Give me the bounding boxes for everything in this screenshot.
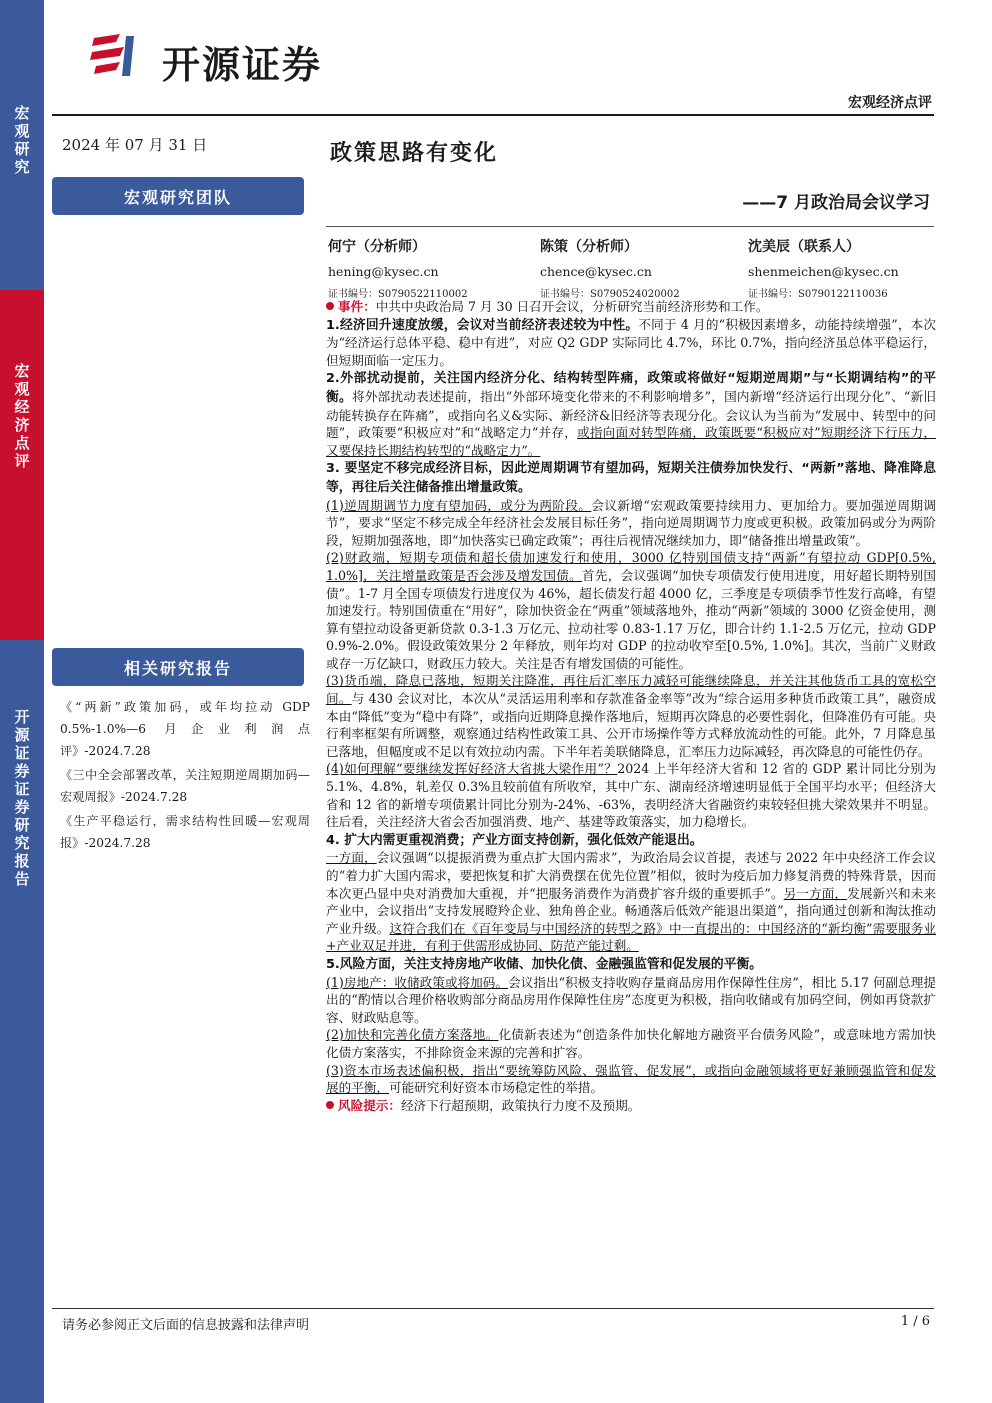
analyst-cert: 证书编号：S0790122110036 (748, 289, 888, 300)
analyst-cert: 证书编号：S0790522110002 (328, 289, 468, 300)
section-4 (326, 831, 936, 850)
analyst-card (328, 236, 538, 300)
section-2-heading: 2.外部扰动提前，关注国内经济分化、结构转型阵痛，政策或将做好“短期逆周期”与“长期调结构”的平衡。 (326, 371, 936, 405)
brand-logo-icon (90, 30, 150, 80)
section-4-paragraph (326, 849, 936, 955)
brand-name: 开源证券 (162, 43, 323, 87)
risk-label: 风险提示： (338, 1097, 401, 1113)
related-report-item[interactable]: 《“两新”政策加码，或年均拉动 GDP 0.5%-1.0%—6 月企业利润点评》-2024.7.28 (60, 700, 310, 758)
point-heading: 一方面， (326, 850, 377, 866)
report-body (326, 298, 936, 1114)
section-4-heading: 4. 扩大内需更重视消费；产业方面支持创新，强化低效产能退出。 (326, 832, 703, 848)
analyst-email[interactable]: shenmeichen@kysec.cn (748, 264, 899, 279)
section-1-heading: 1.经济回升速度放缓，会议对当前经济表述较为中性。 (326, 317, 639, 333)
bullet-icon (326, 1101, 334, 1109)
section-3 (326, 459, 936, 496)
point-heading: (2)财政端，短期专项债和超长债加速发行和使用，3000 亿特别国债支持“两新”有望拉动 GDP[0.5%, 1.0%]，关注增量政策是否会涉及增发国债。 (326, 550, 936, 583)
risk-paragraph (326, 1097, 936, 1115)
bullet-icon (326, 302, 334, 310)
point-text: 首先，会议强调“加快专项债发行使用进度，用好超长期特别国债”。1-7 月全国专项债发行进度仅为 46%，超长债发行超 4000 亿，三季度是专项债季节性发行高峰，有望加速发行。特别国债重在“用好”，除加快资金在“两重”领域落地外，推动“两新”领域的 3000 亿资金使用，测算有望拉动设备更新贷款 0.3-1.3 万亿元、拉动社零 0.83-1.17 万亿，即合计约 1.1-2.5 万亿元，拉动 GDP 0.9%-2.0%。假设政策效果分 2 年释放，则年均对 GDP 的拉动收窄至[0.5%, 1.0%]。其次，当前广义财政或存一万亿缺口，财政压力较大。关注是否有增发国债的可能性。 (326, 567, 936, 671)
section-2-text: 将外部扰动表述提前，指出“外部环境变化带来的不利影响增多”，国内新增“经济运行出现分化”、“新旧动能转换存在阵痛”，或指向名义&实际、新经济&旧经济等表现分化。会议认为当前为“发展中、转型中的问题”，政策要“积极应对”和“战略定力”并存， (326, 388, 936, 441)
point-text: 会议强调“以提振消费为重点扩大国内需求”，为政治局会议首提，表述与 2022 年中央经济工作会议的“着力扩大国内需求，要把恢复和扩大消费摆在优先位置”相似，彼时为疫后加力修复消费的特殊背景，因而本次更凸显中央对消费加大重视，并“把服务消费作为消费扩容升级的重要抓手”。 (326, 850, 936, 901)
section-2 (326, 369, 936, 459)
point-text: 会议指出“积极支持收购存量商品房用作保障性住房”，相比 5.17 何副总理提出的“酌情以合理价格收购部分商品房用作保障性住房”态度更为积极，指向收储或有加码空间，例如再贷款扩容、财政贴息等。 (326, 974, 936, 1025)
related-reports-label-box: 相关研究报告 (52, 648, 304, 686)
section-1-text: 不同于 4 月的“积极因素增多，动能持续增强”，本次为“经济运行总体平稳、稳中有进”，对应 Q2 GDP 实际同比 4.7%，环比 0.7%，指向经济虽总体平稳运行，但短期面临一定压力。 (326, 316, 936, 368)
side-label-macro-research: 宏观研究 (14, 104, 30, 176)
footer-divider (52, 1308, 934, 1309)
side-bar (0, 0, 44, 1403)
side-label-macro-commentary: 宏观经济点评 (14, 362, 30, 470)
point-text: 与 430 会议对比，本次从“灵活运用利率和存款准备金率等”改为“综合运用多种货币政策工具”，融资成本由“降低”变为“稳中有降”，或指向近期降息操作落地后，短期再次降息的必要性弱化，但降准仍有可能。央行利率框架有所调整，观察通过结构性政策工具、公开市场操作等方式释放流动性的可能。此外，7 月降息虽已落地，但幅度或不足以有效拉动内需。下半年若美联储降息，汇率压力边际减轻，再次降息的可能性仍存。 (326, 691, 936, 759)
header-divider (52, 114, 934, 116)
report-subtitle: ——7 月政治局会议学习 (742, 193, 930, 213)
team-label-box: 宏观研究团队 (52, 177, 304, 215)
analyst-name: 陈策（分析师） (540, 239, 638, 255)
section-5 (326, 955, 936, 974)
point-text: 可能研究利好资本市场稳定性的举措。 (388, 1080, 604, 1096)
analyst-email[interactable]: chence@kysec.cn (540, 264, 652, 279)
report-date: 2024 年 07 月 31 日 (62, 136, 208, 154)
point-heading: (3)货币端，降息已落地，短期关注降准，再往后汇率压力减轻可能继续降息，并关注其他货币工具的宽松空间。 (326, 673, 936, 707)
related-reports-list (60, 696, 310, 856)
point-text: 发展新兴和未来产业中，会议指出“支持发展瞪羚企业、独角兽企业。畅通落后低效产能退出渠道”，指向通过创新和淘汰推动产业升级。 (326, 885, 936, 936)
point-heading: (3)资本市场表述偏积极，指出“要统筹防风险、强监管、促发展”，或指向金融领域将更好兼顾强监管和促发展的平衡， (326, 1062, 936, 1096)
section-3-point-3 (326, 672, 936, 760)
section-5-point-2 (326, 1026, 936, 1061)
point-heading: (2)加快和完善化债方案落地。 (326, 1027, 499, 1043)
side-label-securities-report: 开源证券 证券研究报告 (14, 708, 30, 888)
point-underlined: 这符合我们在《百年变局与中国经济的转型之路》中一直提出的：中国经济的“新均衡”需要服务业+产业双足并进，有利于供需形成协同、防范产能过剩。 (326, 920, 936, 954)
section-3-point-4 (326, 760, 936, 830)
related-report-item[interactable]: 《三中全会部署改革，关注短期逆周期加码—宏观周报》-2024.7.28 (60, 768, 310, 804)
section-2-underlined: 或指向面对转型阵痛，政策既要“积极应对”短期经济下行压力，又要保持长期结构转型的“战略定力”。 (326, 425, 936, 458)
analyst-name: 沈美辰（联系人） (748, 239, 860, 255)
analyst-card (748, 236, 958, 300)
section-3-point-2 (326, 549, 936, 672)
header-category: 宏观经济点评 (848, 95, 932, 111)
point-heading: 另一方面， (783, 885, 848, 901)
point-heading: (1)逆周期调节力度有望加码，或分为两阶段。 (326, 497, 592, 513)
brand-logo (90, 30, 390, 87)
analyst-cert: 证书编号：S0790524020002 (540, 289, 680, 300)
analyst-card (540, 236, 750, 300)
report-title: 政策思路有变化 (330, 141, 499, 166)
analyst-name: 何宁（分析师） (328, 239, 426, 255)
section-5-point-1 (326, 974, 936, 1027)
analyst-email[interactable]: hening@kysec.cn (328, 264, 439, 279)
point-text: 化债新表述为“创造条件加快化解地方融资平台债务风险”，或意味地方需加快化债方案落实，不排除资金来源的完善和扩容。 (326, 1027, 936, 1060)
section-5-point-3 (326, 1062, 936, 1097)
section-1 (326, 316, 936, 370)
section-5-heading: 5.风险方面，关注支持房地产收储、加快化债、金融强监管和促发展的平衡。 (326, 956, 763, 972)
point-text: 会议新增“宏观政策要持续用力、更加给力。要加强逆周期调节”，要求“坚定不移完成全年经济社会发展目标任务”，指向逆周期调节力度或更积极。政策加码或分为两阶段，短期加强落地，即“加快落实已确定政策”；再往后视情况继续加力，即“储备推出增量政策”。 (326, 497, 936, 548)
event-label: 事件： (338, 299, 376, 314)
section-3-point-1 (326, 497, 936, 550)
event-text: 中共中央政治局 7 月 30 日召开会议，分析研究当前经济形势和工作。 (375, 299, 769, 314)
footer-disclaimer: 请务必参阅正文后面的信息披露和法律声明 (62, 1318, 310, 1333)
section-3-heading: 3. 要坚定不移完成经济目标，因此逆周期调节有望加码，短期关注债券加快发行、“两新”落地、降准降息等，再往后关注储备推出增量政策。 (326, 461, 936, 495)
subtitle-divider (326, 226, 934, 227)
point-heading: (4)如何理解“要继续发挥好经济大省挑大梁作用”？ (326, 761, 618, 777)
event-paragraph (326, 298, 936, 316)
point-text: 2024 上半年经济大省和 12 省的 GDP 累计同比分别为 5.1%、4.8%，轧差仅 0.3%且较前值有所收窄，其中广东、湖南经济增速明显低于全国平均水平；但经济大省和 12 省的新增专项债累计同比分别为-24%、-63%，表明经济大省融资约束较轻但挑大梁效果并不明显。往后看，关注经济大省会否加强消费、地产、基建等政策落实，加力稳增长。 (326, 761, 936, 830)
point-heading: (1)房地产：收储政策或将加码。 (326, 974, 509, 990)
page-number: 1 / 6 (900, 1314, 930, 1329)
related-report-item[interactable]: 《生产平稳运行，需求结构性回暖—宏观周报》-2024.7.28 (60, 814, 310, 850)
risk-text: 经济下行超预期，政策执行力度不及预期。 (400, 1097, 641, 1113)
